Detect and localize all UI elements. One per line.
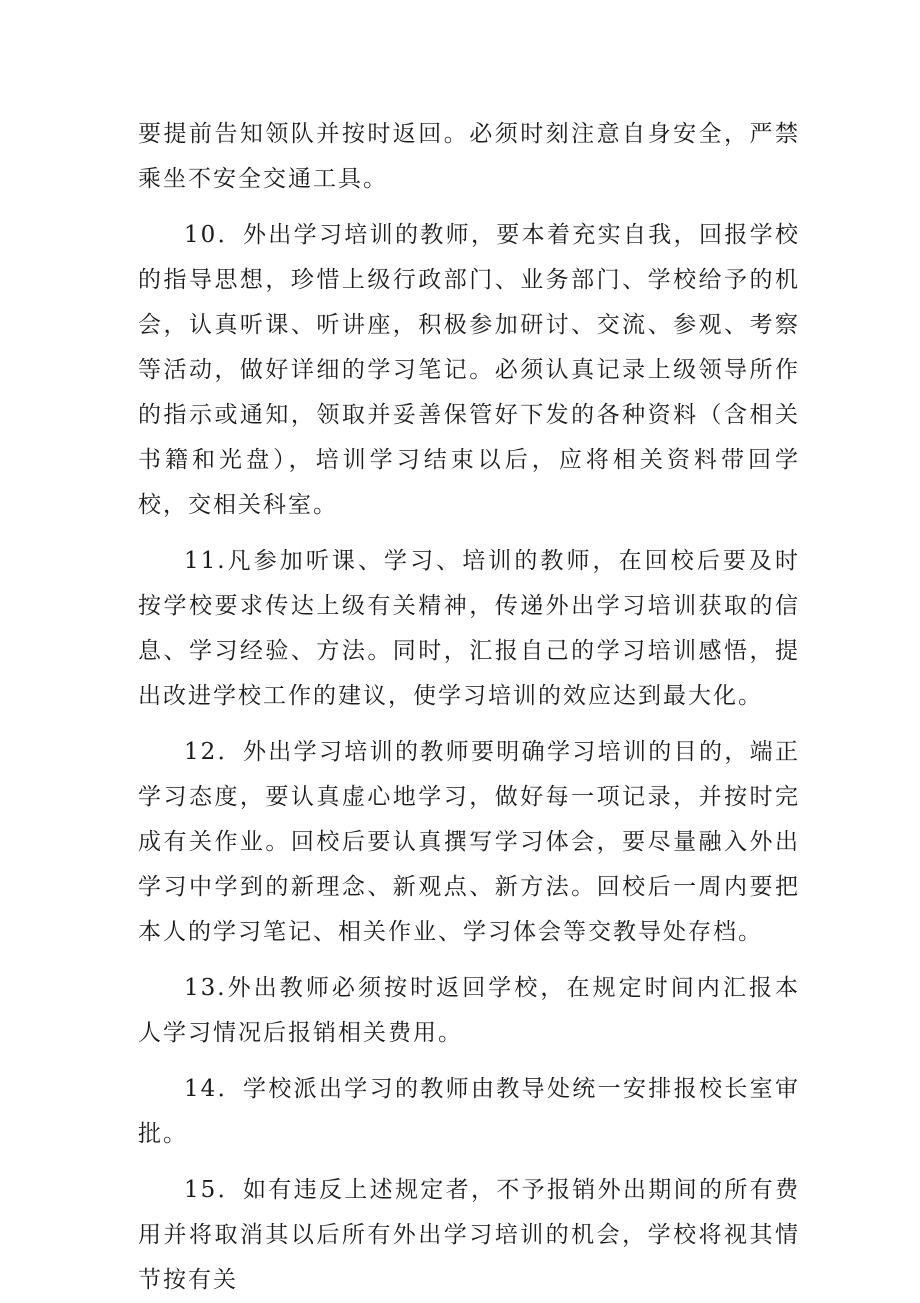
paragraph-rule-15: 15．如有违反上述规定者，不予报销外出期间的所有费用并将取消其以后所有外出学习培训的机会，学校将视其情节按有关 bbox=[138, 1177, 800, 1293]
paragraph-rule-10: 10．外出学习培训的教师，要本着充实自我，回报学校的指导思想，珍惜上级行政部门、业务部门、学校给予的机会，认真听课、听讲座，积极参加研讨、交流、参观、考察等活动，做好详细的学习笔记。必须认真记录上级领导所作的指示或通知，领取并妥善保管好下发的各种资料（含相关书籍和光盘），培训学习结束以后，应将相关资料带回学校，交相关科室。 bbox=[138, 222, 800, 518]
paragraph-continuation: 要提前告知领队并按时返回。必须时刻注意自身安全，严禁乘坐不安全交通工具。 bbox=[138, 121, 800, 192]
paragraph-rule-14: 14．学校派出学习的教师由教导处统一安排报校长室审批。 bbox=[138, 1076, 800, 1147]
document-body bbox=[138, 112, 800, 1303]
paragraph-rule-13: 13.外出教师必须按时返回学校，在规定时间内汇报本人学习情况后报销相关费用。 bbox=[138, 975, 800, 1046]
paragraph-rule-12: 12．外出学习培训的教师要明确学习培训的目的，端正学习态度，要认真虚心地学习，做好每一项记录，并按时完成有关作业。回校后要认真撰写学习体会，要尽量融入外出学习中学到的新理念、新观点、新方法。回校后一周内要把本人的学习笔记、相关作业、学习体会等交教导处存档。 bbox=[138, 739, 800, 945]
paragraph-rule-11: 11.凡参加听课、学习、培训的教师，在回校后要及时按学校要求传达上级有关精神，传递外出学习培训获取的信息、学习经验、方法。同时，汇报自己的学习培训感悟，提出改进学校工作的建议，使学习培训的效应达到最大化。 bbox=[138, 548, 800, 709]
